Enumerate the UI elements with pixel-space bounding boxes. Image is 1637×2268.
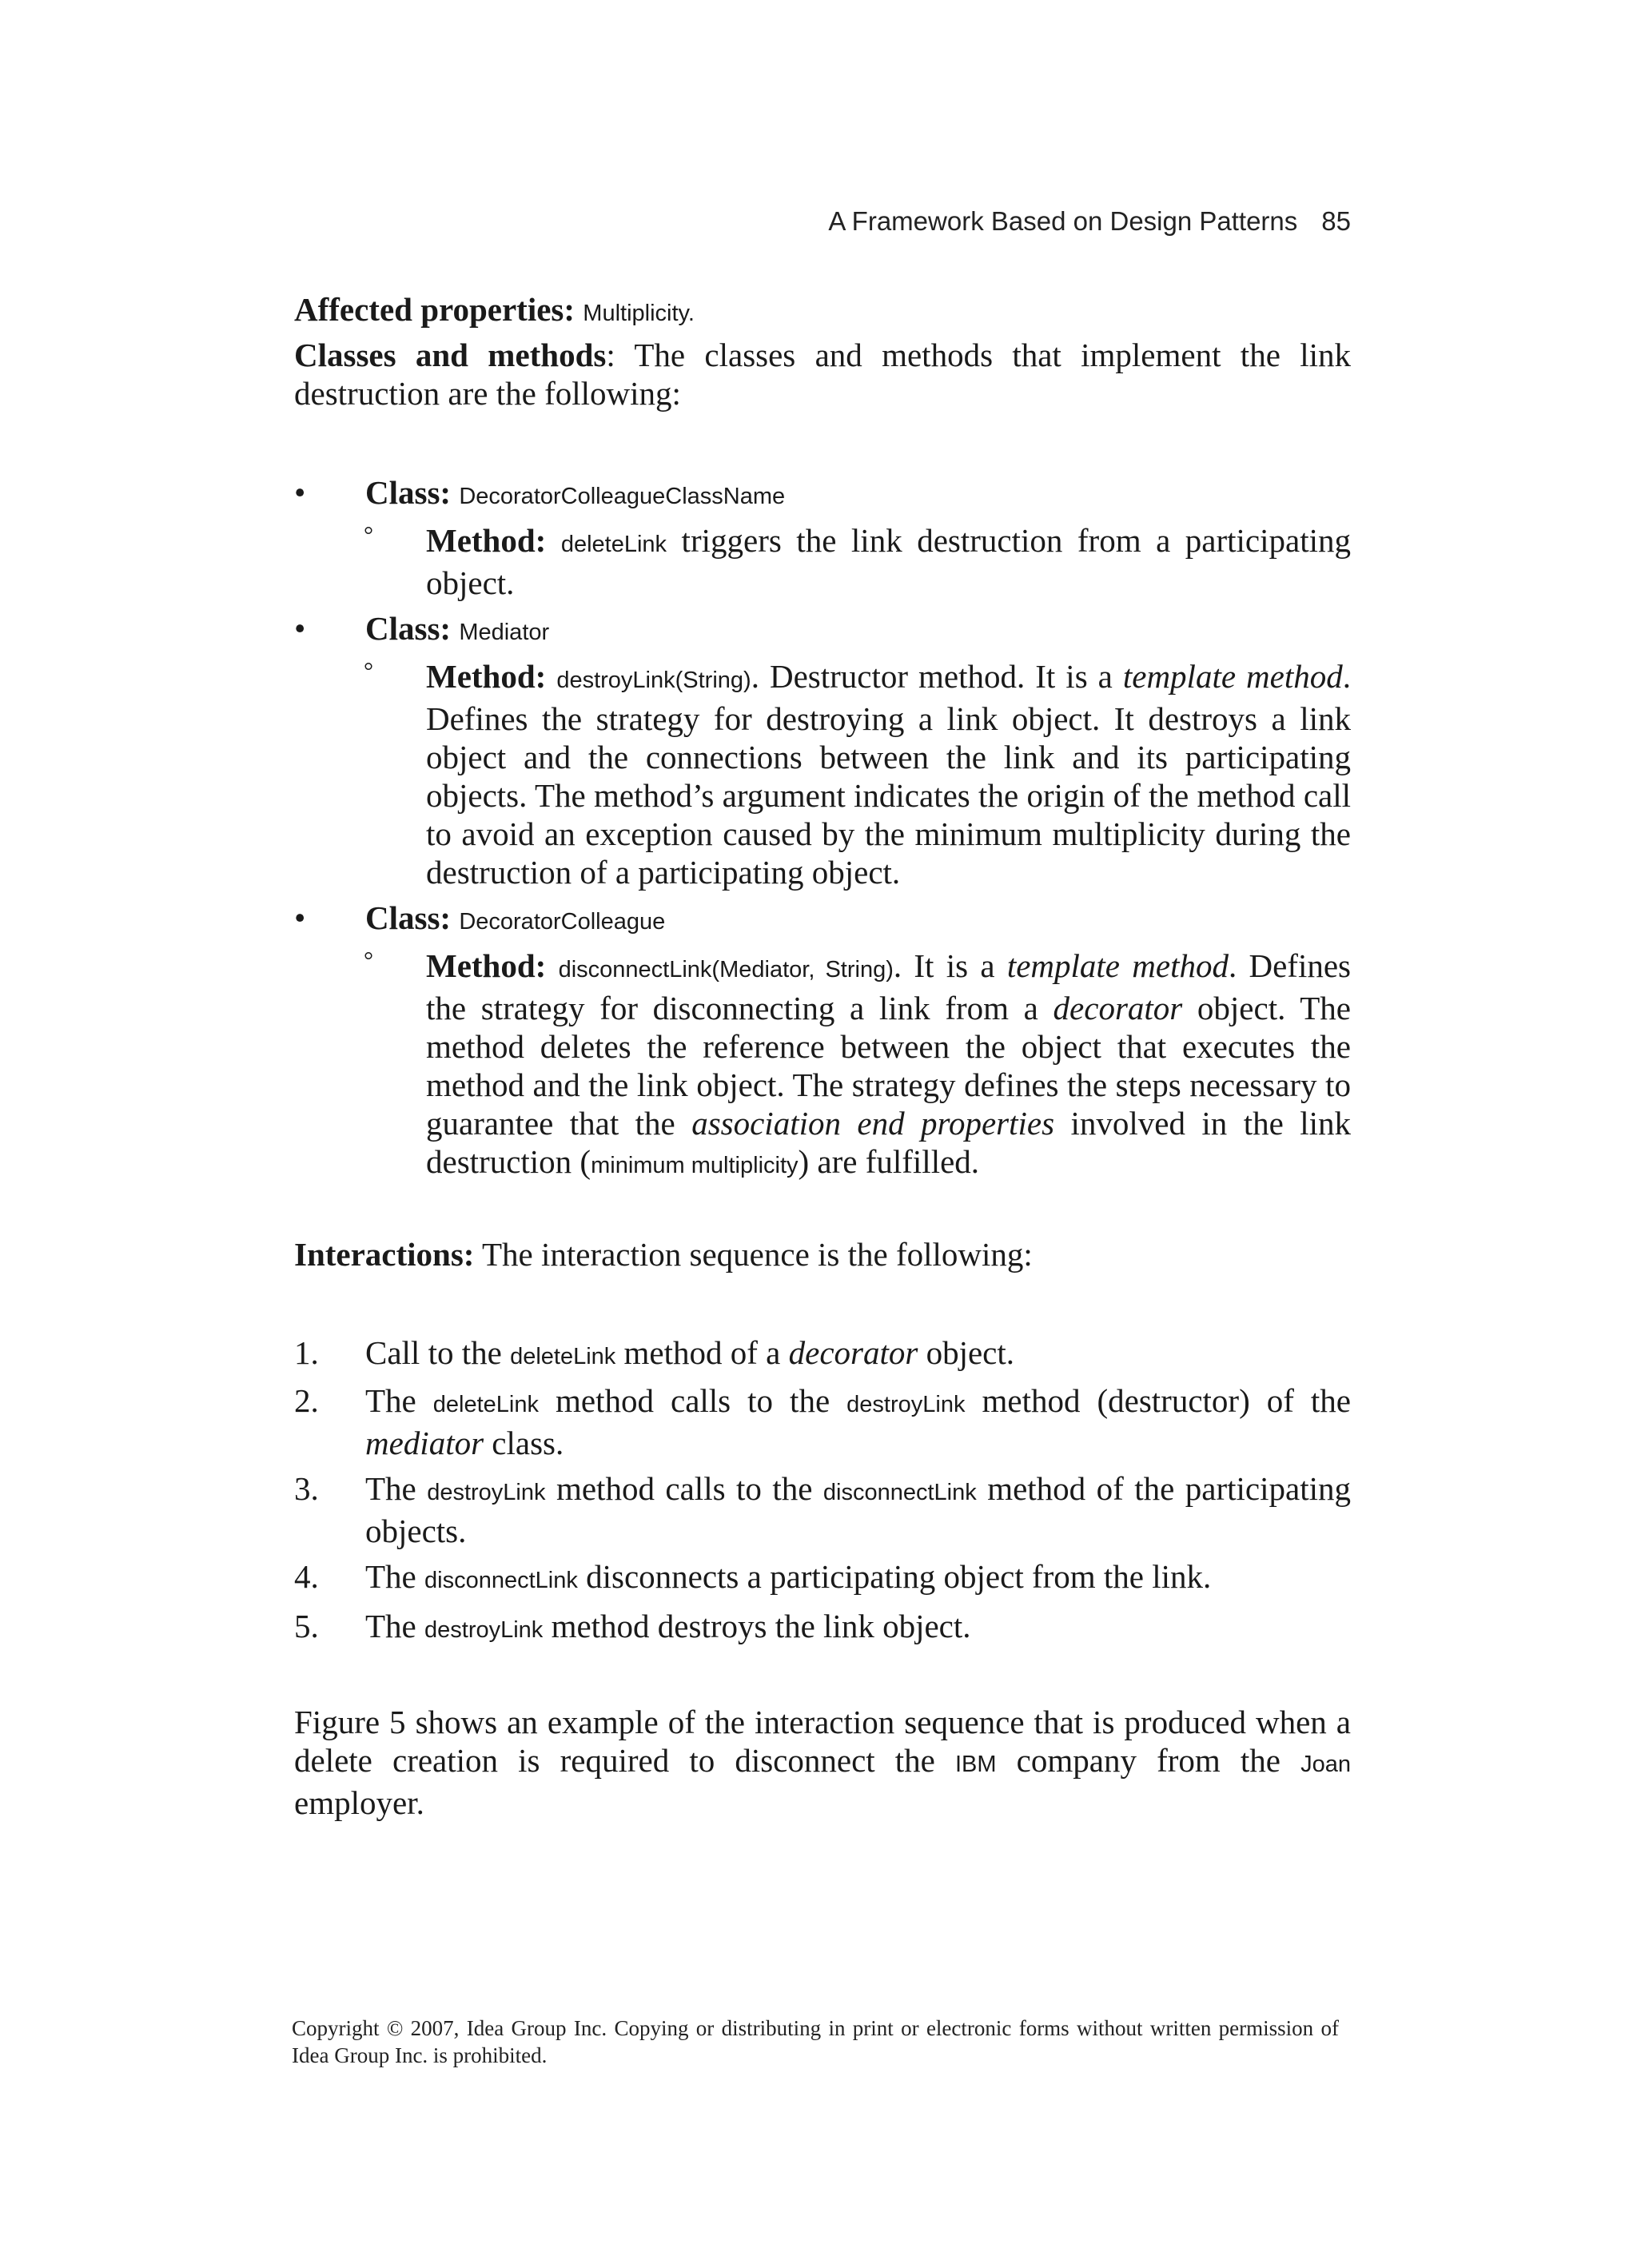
method-text: ) are fulfilled.	[798, 1143, 980, 1180]
copyright-footer: Copyright © 2007, Idea Group Inc. Copying or distributing in print or electronic forms without written permission of Idea Group Inc. is prohibited.	[292, 2016, 1339, 2067]
step-code: destroyLink	[846, 1392, 966, 1417]
paragraph-text: employer.	[294, 1784, 424, 1821]
method-text: . Defines the strategy for disconnecting a link from a	[426, 947, 1351, 1026]
step-text: method destroys the link object.	[543, 1608, 971, 1644]
running-title: A Framework Based on Design Patterns	[828, 206, 1298, 236]
method-name: disconnectLink(Mediator, String)	[558, 957, 894, 983]
step-code: destroyLink	[427, 1480, 546, 1505]
step-number: 4.	[294, 1558, 319, 1595]
paragraph-code: Joan	[1300, 1752, 1352, 1777]
interactions-label: Interactions:	[294, 1236, 475, 1273]
interactions-text: The interaction sequence is the following:	[474, 1236, 1033, 1273]
method-label: Method:	[426, 522, 547, 559]
step-text: class.	[484, 1425, 564, 1461]
step-text: The	[365, 1558, 424, 1595]
step-text: Call to the	[365, 1334, 511, 1371]
sub-bullet: °	[364, 658, 373, 684]
step-text: method of the participating objects.	[365, 1470, 1351, 1549]
bullet: •	[294, 899, 306, 936]
step-text: method of a	[615, 1334, 789, 1371]
paragraph-text: company from the	[996, 1742, 1301, 1779]
class-name: DecoratorColleague	[459, 909, 666, 935]
interactions-paragraph	[294, 1235, 1351, 1274]
method-text: . Defines the strategy for destroying a link object. It destroys a link object and the connections between the link and its participating objects. The method’s argument indicates the origin of the method call to avoid an exception caused by the minimum multiplicity during the destruction of a participating object.	[426, 658, 1351, 891]
step-text: disconnects a participating object from the link.	[577, 1558, 1212, 1595]
class-name: DecoratorColleagueClassName	[459, 484, 786, 509]
method-text: object. The method deletes the reference between the object that executes the method and the link object. The strategy defines the steps necessary to guarantee that the	[426, 990, 1351, 1142]
step-number: 1.	[294, 1334, 319, 1371]
method-italic: template method	[1122, 658, 1343, 695]
sub-bullet: °	[364, 522, 373, 548]
step-code: destroyLink	[424, 1617, 544, 1643]
method-description: triggers the link destruction from a participating object.	[426, 522, 1352, 601]
step-number: 3.	[294, 1470, 319, 1507]
method-text: involved in the link destruction (	[426, 1105, 1351, 1180]
method-label: Method:	[426, 947, 547, 984]
class-label: Class:	[365, 610, 452, 647]
step-text: The	[365, 1382, 433, 1419]
bullet: •	[294, 474, 306, 511]
step-italic: mediator	[365, 1425, 484, 1461]
class-label: Class:	[365, 474, 452, 511]
class-name: Mediator	[459, 620, 550, 645]
step-text: The	[365, 1608, 424, 1644]
step-text: method (destructor) of the	[965, 1382, 1351, 1419]
step-italic: decorator	[788, 1334, 918, 1371]
step-number: 2.	[294, 1382, 319, 1419]
step-text: method calls to the	[538, 1382, 847, 1419]
method-text: . It is a	[893, 947, 1007, 984]
method-name: destroyLink(String)	[556, 668, 751, 693]
method-italic: decorator	[1053, 990, 1183, 1026]
affected-value: Multiplicity.	[583, 301, 695, 326]
step-text: object.	[918, 1334, 1015, 1371]
step-number: 5.	[294, 1608, 319, 1644]
method-name: deleteLink	[560, 532, 667, 557]
method-code: minimum multiplicity	[591, 1153, 799, 1178]
class-label: Class:	[365, 899, 452, 936]
affected-properties	[294, 290, 1351, 333]
bullet: •	[294, 610, 306, 647]
classes-methods-paragraph	[294, 336, 1351, 413]
paragraph-text: Figure 5 shows an example of the interaction sequence that is produced when a delete creation is required to disconnect the	[294, 1704, 1351, 1779]
running-header	[791, 206, 1351, 237]
step-text: method calls to the	[545, 1470, 823, 1507]
page-number: 85	[1321, 206, 1351, 236]
method-italic: template method	[1006, 947, 1229, 984]
step-code: disconnectLink	[822, 1480, 977, 1505]
sub-bullet: °	[364, 947, 373, 974]
step-code: deleteLink	[510, 1344, 616, 1369]
classes-methods-label: Classes and methods	[294, 337, 607, 373]
figure-paragraph	[294, 1703, 1351, 1822]
step-code: deleteLink	[432, 1392, 539, 1417]
classes-methods-text: : The classes and methods that implement the link destruction are the following:	[294, 337, 1351, 412]
step-text: The	[365, 1470, 428, 1507]
affected-label: Affected properties:	[294, 291, 576, 328]
paragraph-code: IBM	[955, 1752, 997, 1777]
step-code: disconnectLink	[424, 1568, 578, 1593]
method-text: . Destructor method. It is a	[751, 658, 1123, 695]
method-label: Method:	[426, 658, 547, 695]
method-italic: association end properties	[691, 1105, 1055, 1142]
